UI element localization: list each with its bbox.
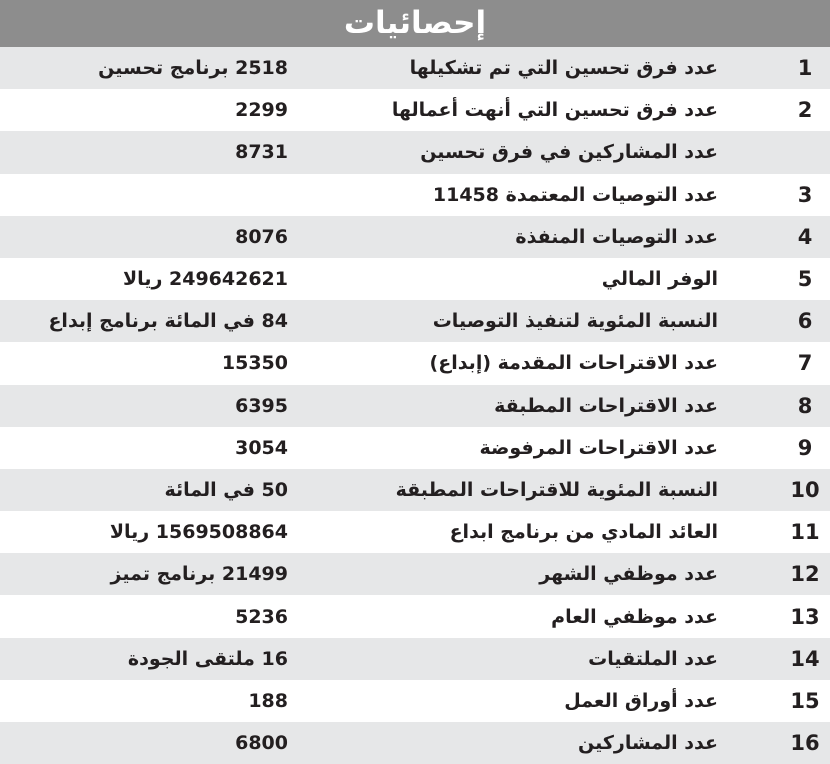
row-number [780,131,830,173]
row-value: 16 ملتقى الجودة [127,647,288,670]
row-number: 12 [790,562,820,587]
row-value: 2299 [235,99,288,122]
row-label: عدد أوراق العمل [564,689,718,712]
table-row [0,89,830,131]
table-row [0,638,830,680]
row-number: 9 [797,435,813,460]
table-row [0,469,830,511]
row-value: 249642621 ريالا [123,268,288,291]
row-number: 3 [797,182,813,207]
row-value: 50 في المائة [164,478,288,501]
row-label: عدد موظفي العام [551,605,718,628]
row-number: 13 [790,604,820,629]
row-number: 14 [790,646,820,671]
row-value: 8076 [235,225,288,248]
table-row [0,553,830,595]
table-row [0,47,830,89]
row-value: 6800 [235,732,288,755]
table-row [0,300,830,342]
row-value: 5236 [235,605,288,628]
row-number: 10 [790,477,820,502]
row-number: 15 [790,688,820,713]
stats-header [0,0,830,47]
row-value: 15350 [221,352,288,375]
table-row [0,258,830,300]
table-row [0,680,830,722]
row-number: 7 [797,351,813,376]
row-label: عدد موظفي الشهر [539,563,718,586]
row-label: العائد المادي من برنامج ابداع [449,521,718,544]
row-value: 8731 [235,141,288,164]
row-value: 188 [248,689,288,712]
table-row [0,595,830,637]
row-label: عدد فرق تحسين التي تم تشكيلها [409,57,718,80]
row-label: عدد الاقتراحات المرفوضة [479,436,718,459]
row-label: عدد الاقتراحات المقدمة (إبداع) [429,352,718,375]
table-row [0,342,830,384]
row-number: 5 [797,267,813,292]
table-row [0,174,830,216]
row-label: عدد الملتقيات [588,647,718,670]
table-row [0,131,830,173]
row-label: عدد المشاركين في فرق تحسين [420,141,718,164]
row-value: 21499 برنامج تميز [110,563,288,586]
row-label: عدد التوصيات المنفذة [515,225,718,248]
row-label: عدد فرق تحسين التي أنهت أعمالها [391,99,718,122]
row-number: 4 [797,224,813,249]
table-row [0,385,830,427]
row-label: النسبة المئوية لتنفيذ التوصيات [432,310,718,333]
row-number: 6 [797,309,813,334]
row-label: الوفر المالي [601,268,718,291]
row-number: 11 [790,520,820,545]
row-value: 6395 [235,394,288,417]
table-row [0,216,830,258]
row-label: عدد المشاركين [577,732,718,755]
row-label: عدد الاقتراحات المطبقة [494,394,718,417]
stats-table [0,47,830,764]
table-row [0,427,830,469]
row-number: 8 [797,393,813,418]
page-title: إحصائيات [343,5,487,41]
table-row [0,511,830,553]
row-value: 84 في المائة برنامج إبداع [48,310,288,333]
row-number: 1 [797,56,813,81]
row-number: 2 [797,98,813,123]
row-label: عدد التوصيات المعتمدة 11458 [432,183,718,206]
row-label: النسبة المئوية للاقتراحات المطبقة [395,478,718,501]
row-value: 3054 [235,436,288,459]
row-value: 2518 برنامج تحسين [98,57,288,80]
row-value: 1569508864 ريالا [109,521,288,544]
table-row [0,722,830,764]
row-number: 16 [790,731,820,756]
